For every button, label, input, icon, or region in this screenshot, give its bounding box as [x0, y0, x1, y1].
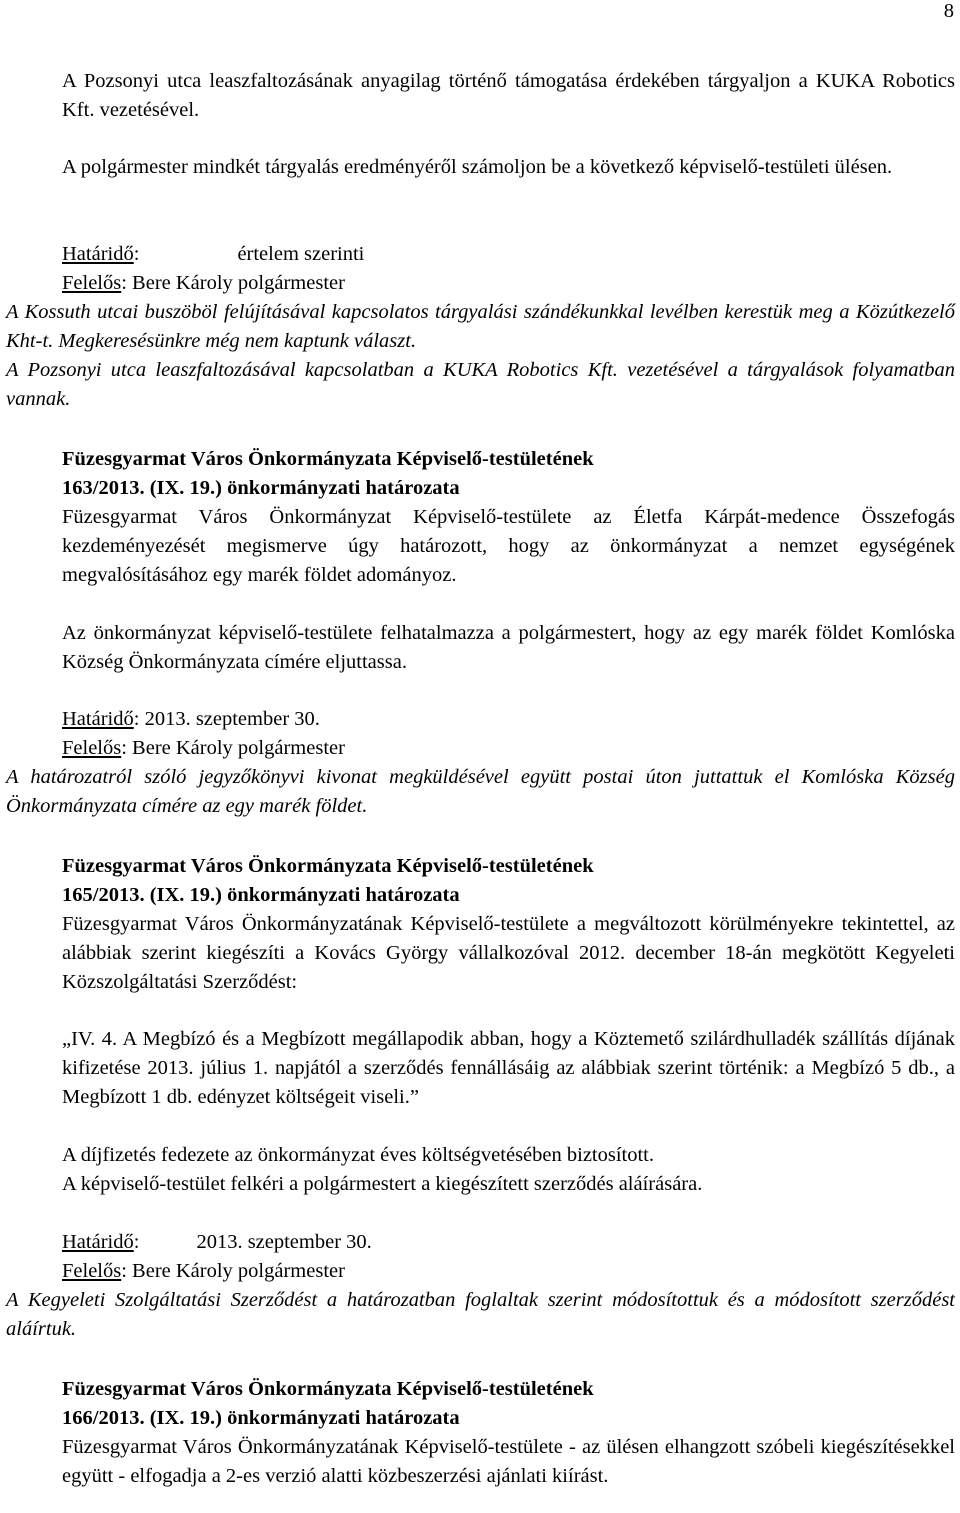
responsible-label: Felelős: [62, 272, 122, 294]
resolution-166-number: 166/2013. (IX. 19.) önkormányzati határozata: [62, 1407, 460, 1429]
resolution-165-number: 165/2013. (IX. 19.) önkormányzati határozata: [62, 884, 460, 906]
resolution-165-deadline: Határidő: 2013. szeptember 30.: [62, 1231, 372, 1253]
deadline-value: értelem szerinti: [237, 243, 365, 265]
responsible-label: Felelős: [62, 737, 122, 759]
page-number: 8: [943, 0, 954, 22]
resolution-165-contract-clause: „IV. 4. A Megbízó és a Megbízott megállapodik abban, hogy a Köztemető szilárdhulladék szállítás díjának kifizetése 2013. július 1. napjától a szerződés fennállásáig az alábbiak szerint történik: a Megbízó 5 db., a Megbízott 1 db. edényzet költségeit viseli.”: [62, 1028, 955, 1108]
resolution-165-body: Füzesgyarmat Város Önkormányzatának Képviselő-testülete a megváltozott körülményekre tekintettel, az alábbiak szerint kiegészíti a Kovács György vállalkozóval 2012. december 18-án megkötött Kegyeleti Közszolgáltatási Szerződést:: [62, 913, 955, 993]
resolution-163-authorization: Az önkormányzat képviselő-testülete felhatalmazza a polgármestert, hogy az egy marék földet Komlóska Község Önkormányzata címére eljuttassa.: [62, 622, 955, 673]
resolution-163-responsible: Felelős: Bere Károly polgármester: [62, 737, 345, 759]
paragraph-pozsonyi-negotiation: A Pozsonyi utca leaszfaltozásának anyagilag történő támogatása érdekében tárgyaljon a KUKA Robotics Kft. vezetésével.: [62, 70, 955, 121]
responsible-value: Bere Károly polgármester: [132, 1260, 345, 1282]
deadline-label: Határidő: [62, 708, 134, 730]
deadline-value: 2013. szeptember 30.: [196, 1231, 372, 1253]
resolution-165-note: A Kegyeleti Szolgáltatási Szerződést a határozatban foglaltak szerint módosítottuk és a módosított szerződést aláírtuk.: [6, 1289, 955, 1340]
responsible-line: Felelős: Bere Károly polgármester: [62, 272, 345, 294]
resolution-165-funding: A díjfizetés fedezete az önkormányzat éves költségvetésében biztosított.: [62, 1144, 654, 1166]
resolution-166-body: Füzesgyarmat Város Önkormányzatának Képviselő-testülete - az ülésen elhangzott szóbeli kiegészítésekkel együtt - elfogadja a 2-es verzió alatti közbeszerzési ajánlati kiírást.: [62, 1436, 955, 1487]
note-kossuth-bus-bay: A Kossuth utcai buszöböl felújításával kapcsolatos tárgyalási szándékunkkal levélben kerestük meg a Közútkezelő Kht-t. Megkeresésünkre még nem kaptunk választ.: [6, 301, 955, 352]
resolution-163-body: Füzesgyarmat Város Önkormányzat Képviselő-testülete az Életfa Kárpát-medence Összefogás kezdeményezését megismerve úgy határozott, hogy az önkormányzat a nemzet egységének megvalósításához egy marék földet adományoz.: [62, 506, 955, 586]
resolution-163-heading: Füzesgyarmat Város Önkormányzata Képviselő-testületének: [62, 448, 594, 470]
resolution-163-deadline: Határidő: 2013. szeptember 30.: [62, 708, 320, 730]
resolution-165-signing: A képviselő-testület felkéri a polgármestert a kiegészített szerződés aláírására.: [62, 1173, 703, 1195]
deadline-value: 2013. szeptember 30.: [144, 708, 320, 730]
note-pozsonyi-negotiation: A Pozsonyi utca leaszfaltozásával kapcsolatban a KUKA Robotics Kft. vezetésével a tárgyalások folyamatban vannak.: [6, 359, 955, 410]
paragraph-mayor-report: A polgármester mindkét tárgyalás eredményéről számoljon be a következő képviselő-testületi ülésen.: [62, 156, 893, 178]
deadline-line: Határidő: értelem szerinti: [62, 243, 365, 265]
responsible-value: Bere Károly polgármester: [132, 737, 345, 759]
resolution-163-note: A határozatról szóló jegyzőkönyvi kivonat megküldésével együtt postai úton juttattuk el Komlóska Község Önkormányzata címére az egy marék földet.: [6, 766, 955, 817]
resolution-165-heading: Füzesgyarmat Város Önkormányzata Képviselő-testületének: [62, 855, 594, 877]
deadline-label: Határidő: [62, 243, 134, 265]
resolution-163-number: 163/2013. (IX. 19.) önkormányzati határozata: [62, 477, 460, 499]
resolution-165-responsible: Felelős: Bere Károly polgármester: [62, 1260, 345, 1282]
responsible-label: Felelős: [62, 1260, 122, 1282]
deadline-label: Határidő: [62, 1231, 134, 1253]
resolution-166-heading: Füzesgyarmat Város Önkormányzata Képviselő-testületének: [62, 1378, 594, 1400]
responsible-value: Bere Károly polgármester: [132, 272, 345, 294]
